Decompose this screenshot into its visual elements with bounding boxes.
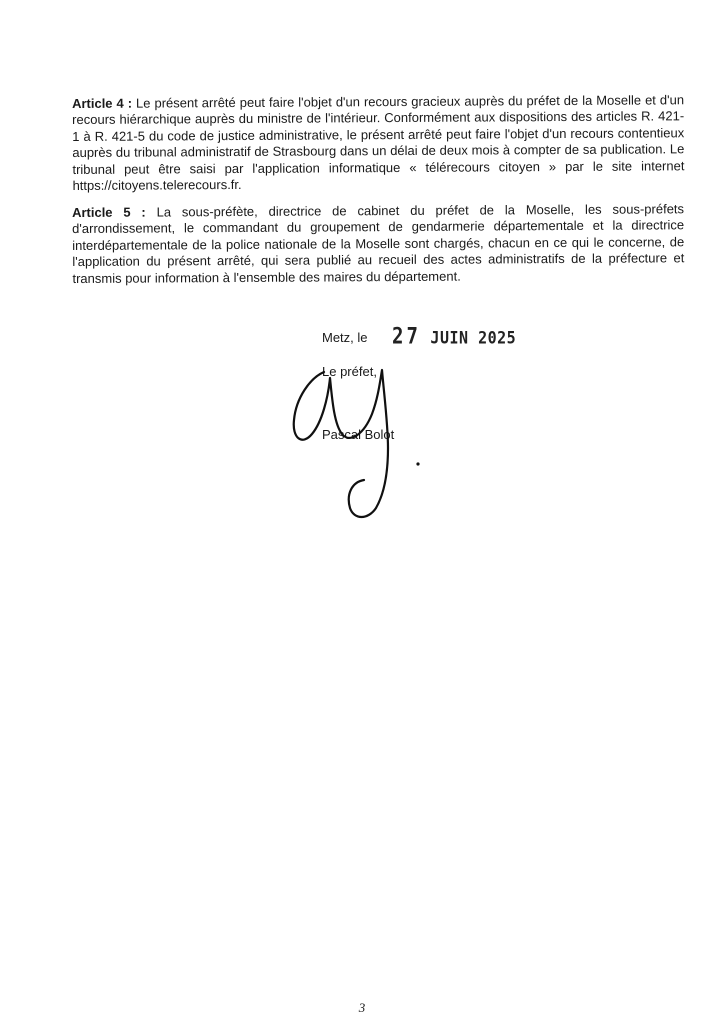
article-4	[72, 92, 685, 194]
handwritten-signature-icon	[280, 364, 430, 524]
article-4-label: Article 4 :	[72, 95, 133, 111]
place-label: Metz, le	[322, 330, 368, 345]
date-stamp	[392, 324, 516, 349]
signer-name: Pascal Bolot	[322, 427, 395, 442]
signer-role: Le préfet,	[322, 364, 377, 379]
article-5-text: La sous-préfète, directrice de cabinet du préfet de la Moselle, les sous-préfets d'arrondissement, le commandant du groupement de gendarmerie départementale et la directrice interdépartementale de la police nationale de la Moselle sont chargés, chacun en ce qui le concerne, de l'application du présent arrêté, qui sera publié au recueil des actes administratifs de la préfecture et transmis pour information à l'ensemble des maires du département.	[72, 201, 685, 286]
date-stamp-month-year: JUIN 2025	[430, 327, 517, 349]
article-4-text: Le présent arrêté peut faire l'objet d'un recours gracieux auprès du préfet de la Moselle et d'un recours hiérarchique auprès du ministre de l'intérieur. Conformément aux dispositions des articles R. 421-1 à R. 421-5 du code de justice administrative, le présent arrêté peut faire l'objet d'un recours contentieux auprès du tribunal administratif de Strasbourg dans un délai de deux mois à compter de sa publication. Le tribunal peut être saisi par l'application informatique « télérecours citoyen » par le site internet https://citoyens.telerecours.fr.	[72, 92, 685, 194]
page-number: 3	[358, 1000, 366, 1015]
article-5	[72, 201, 684, 287]
date-stamp-day: 27	[392, 324, 421, 350]
article-5-label: Article 5 :	[72, 204, 146, 220]
